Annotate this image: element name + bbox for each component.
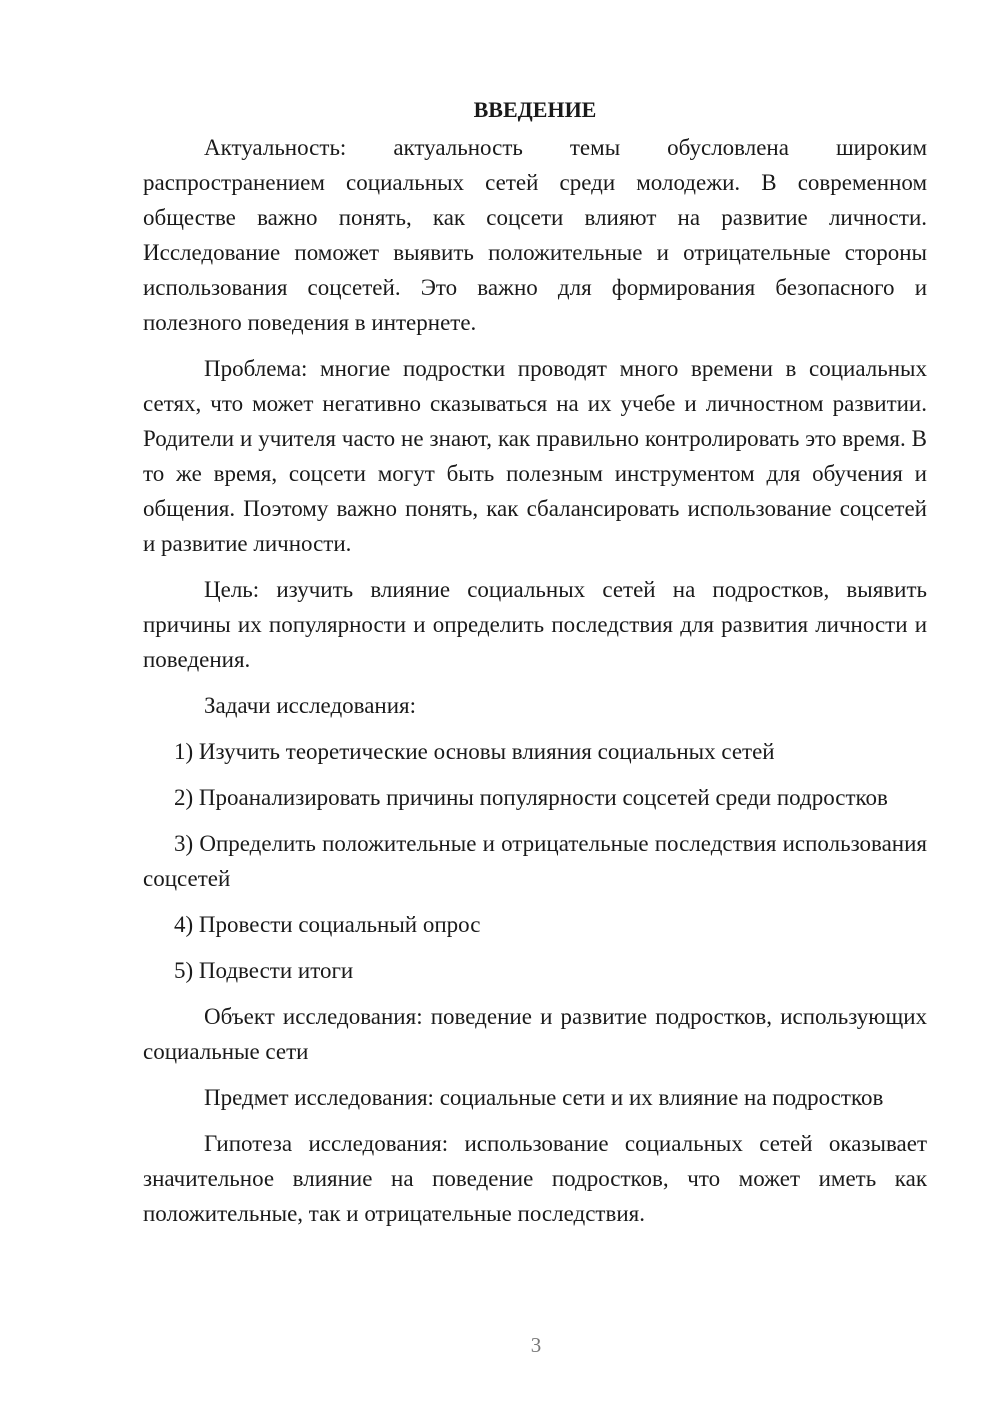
list-item: 2) Проанализировать причины популярности соцсетей среди подростков [174, 785, 888, 810]
problem-paragraph: Проблема: многие подростки проводят много времени в социальных сетях, что может негативно сказываться на их учебе и личностном развитии. Родители и учителя часто не знают, как правильно контролировать это время. В то же время, соцсети могут быть полезным инструментом для обучения и общения. Поэтому важно понять, как сбалансировать использование соцсетей и развитие личности. [143, 356, 927, 556]
tasks-list [143, 734, 927, 988]
list-item: 1) Изучить теоретические основы влияния социальных сетей [174, 739, 775, 764]
object-paragraph: Объект исследования: поведение и развитие подростков, использующих социальные сети [143, 1004, 927, 1064]
page-title: ВВЕДЕНИЕ [473, 97, 597, 122]
list-item: 4) Провести социальный опрос [174, 912, 481, 937]
goal-paragraph: Цель: изучить влияние социальных сетей на подростков, выявить причины их популярности и определить последствия для развития личности и поведения. [143, 577, 927, 672]
page-content [143, 92, 927, 1231]
page-number: 3 [530, 1333, 542, 1357]
tasks-heading: Задачи исследования: [204, 693, 417, 718]
hypothesis-paragraph: Гипотеза исследования: использование социальных сетей оказывает значительное влияние на поведение подростков, что может иметь как положительные, так и отрицательные последствия. [143, 1131, 927, 1226]
list-item: 5) Подвести итоги [174, 958, 354, 983]
list-item: 3) Определить положительные и отрицательные последствия использования соцсетей [143, 831, 927, 891]
subject-paragraph: Предмет исследования: социальные сети и их влияние на подростков [204, 1085, 884, 1110]
relevance-paragraph: Актуальность: актуальность темы обусловлена широким распространением социальных сетей среди молодежи. В современном обществе важно понять, как соцсети влияют на развитие личности. Исследование поможет выявить положительные и отрицательные стороны использования соцсетей. Это важно для формирования безопасного и полезного поведения в интернете. [143, 135, 927, 335]
